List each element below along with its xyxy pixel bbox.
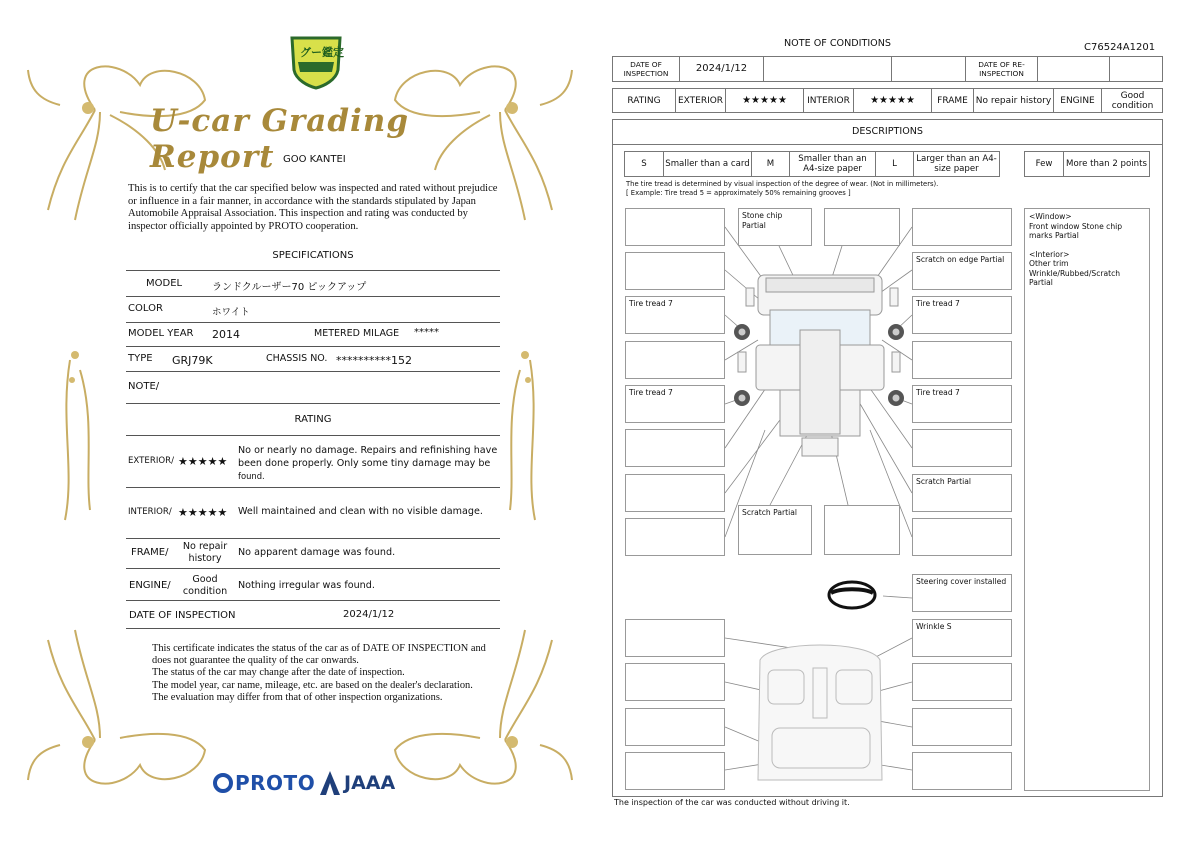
legend-l-description: Larger than an A4-size paper <box>913 152 999 176</box>
jaaa-logo <box>320 771 395 795</box>
legend-m: M <box>751 152 789 176</box>
interior-description: Well maintained and clean with no visible damage. <box>238 506 483 517</box>
divider <box>126 600 500 601</box>
engine-description: Nothing irregular was found. <box>238 580 375 591</box>
exterior-stars: ★★★★★ <box>178 455 228 468</box>
frame-label: FRAME/ <box>131 547 169 558</box>
date-of-inspection-label: DATE OF INSPECTION <box>623 60 669 78</box>
note-box <box>625 429 725 467</box>
proto-logo-text: PROTO <box>235 771 316 795</box>
legend-few-description: More than 2 points <box>1063 152 1149 176</box>
note-box <box>625 341 725 379</box>
proto-logo <box>213 771 315 795</box>
descriptions-title: DESCRIPTIONS <box>851 126 924 137</box>
legend-l: L <box>875 152 913 176</box>
interior-label: INTERIOR <box>803 89 853 112</box>
jaaa-logo-icon <box>320 771 340 795</box>
note-wrinkle: Wrinkle S <box>912 619 1012 657</box>
note-box <box>625 619 725 657</box>
note-tire-left-front: Tire tread 7 <box>625 296 725 334</box>
divider <box>126 270 500 271</box>
proto-logo-icon <box>213 773 233 793</box>
conditions-footer: The inspection of the car was conducted without driving it. <box>614 798 850 807</box>
engine-value: Good condition <box>1101 89 1163 112</box>
divider <box>126 403 500 404</box>
type-value: GRJ79K <box>172 354 213 367</box>
note-box <box>625 752 725 790</box>
note-box <box>912 208 1012 246</box>
legend-few: Few <box>1035 158 1053 169</box>
model-year-value: 2014 <box>212 328 240 341</box>
report-title: U-car Grading Report <box>150 103 410 175</box>
legend-m-description: Smaller than an A4-size paper <box>789 152 875 176</box>
interior-notes-text: Other trim Wrinkle/Rubbed/Scratch Partial <box>1029 259 1121 287</box>
metered-milage-value: ***** <box>414 327 439 338</box>
type-label: TYPE <box>128 353 153 364</box>
date-of-inspection-value: 2024/1/12 <box>679 57 763 81</box>
goo-kantei-badge: グー鑑定 <box>288 32 344 90</box>
date-of-inspection-label: DATE OF INSPECTION <box>129 610 236 621</box>
divider <box>126 538 500 539</box>
divider <box>126 487 500 488</box>
exterior-label: EXTERIOR/ <box>128 456 174 466</box>
note-stone-chip: Stone chip Partial <box>738 208 812 246</box>
report-subtitle: GOO KANTEI <box>283 154 346 165</box>
interior-stars: ★★★★★ <box>853 89 931 112</box>
metered-milage-label: METERED MILAGE <box>314 328 400 339</box>
engine-value: Good condition <box>182 574 228 597</box>
divider <box>126 371 500 372</box>
footer-line: The status of the car may change after the date of inspection. <box>152 667 405 679</box>
steering-wheel-icon <box>829 582 875 608</box>
note-box <box>824 208 900 246</box>
divider <box>126 296 500 297</box>
note-box <box>912 518 1012 556</box>
certificate-footer <box>152 643 492 704</box>
legend-s-description: Smaller than a card <box>663 152 751 176</box>
window-notes-title: <Window> <box>1029 212 1072 221</box>
exterior-description-text: No or nearly no damage. Repairs and refinishing have been done properly. Only some tiny damage may be <box>238 445 498 469</box>
tire-tread-note-example: [ Example: Tire tread 5 = approximately 50% remaining grooves ] <box>626 189 851 197</box>
interior-stars: ★★★★★ <box>178 506 228 519</box>
note-steering: Steering cover installed <box>912 574 1012 612</box>
note-box <box>912 663 1012 701</box>
exterior-stars: ★★★★★ <box>725 89 803 112</box>
exterior-label: EXTERIOR <box>675 89 725 112</box>
divider <box>126 346 500 347</box>
interior-label: INTERIOR/ <box>128 507 172 517</box>
model-value: ランドクルーザー70 ピックアップ <box>212 282 367 293</box>
frame-description: No apparent damage was found. <box>238 547 396 558</box>
frame-label: FRAME <box>931 89 973 112</box>
note-box <box>625 208 725 246</box>
note-tire-right-rear: Tire tread 7 <box>912 385 1012 423</box>
model-label: MODEL <box>146 278 183 289</box>
window-notes-text: Front window Stone chip marks Partial <box>1029 221 1123 240</box>
note-tire-right-front: Tire tread 7 <box>912 296 1012 334</box>
note-label: NOTE/ <box>128 381 160 392</box>
interior-notes-title: <Interior> <box>1029 249 1070 259</box>
note-of-conditions <box>600 0 1200 848</box>
exterior-description-end: found. <box>238 471 265 481</box>
certification-statement: This is to certify that the car specified below was inspected and rated without prejudice or influence in a fair manner, in accordance with the standards stipulated by Japan Automobile Appraisal Association. This inspection and rating was conducted by inspector officially appointed by PROTO cooperation. <box>128 183 498 232</box>
specifications-heading: SPECIFICATIONS <box>272 250 354 261</box>
divider <box>126 435 500 436</box>
model-year-label: MODEL YEAR <box>128 328 194 339</box>
date-of-inspection-value: 2024/1/12 <box>343 609 395 620</box>
document-code: C76524A1201 <box>1084 42 1156 53</box>
legend-s: S <box>641 158 647 169</box>
color-label: COLOR <box>128 303 163 314</box>
note-box <box>625 252 725 290</box>
note-tire-left-rear: Tire tread 7 <box>625 385 725 423</box>
date-of-reinspection-label: DATE OF RE-INSPECTION <box>965 57 1037 81</box>
engine-label: ENGINE/ <box>129 580 171 591</box>
note-box <box>625 663 725 701</box>
conditions-title: NOTE OF CONDITIONS <box>784 38 891 49</box>
divider <box>126 628 500 629</box>
rating-label: RATING <box>627 95 661 106</box>
divider <box>126 322 500 323</box>
side-notes-panel <box>1024 208 1150 791</box>
tire-tread-note-line: The tire tread is determined by visual inspection of the degree of wear. (Not in millimeters). <box>626 180 939 188</box>
note-box <box>912 708 1012 746</box>
color-value: ホワイト <box>212 307 250 318</box>
exterior-description <box>238 445 500 484</box>
note-box <box>824 505 900 555</box>
chassis-label: CHASSIS NO. <box>266 353 328 364</box>
chassis-value: **********152 <box>336 354 412 367</box>
footer-line: The model year, car name, mileage, etc. are based on the dealer's declaration. <box>152 679 473 691</box>
note-scratch-bottom: Scratch Partial <box>738 505 812 555</box>
frame-value: No repair history <box>182 541 228 564</box>
note-box <box>912 752 1012 790</box>
note-box <box>625 708 725 746</box>
note-box <box>912 429 1012 467</box>
frame-value: No repair history <box>973 89 1053 112</box>
engine-label: ENGINE <box>1053 89 1101 112</box>
footer-line: The evaluation may differ from that of other inspection organizations. <box>152 691 443 703</box>
note-scratch-right: Scratch Partial <box>912 474 1012 512</box>
note-box <box>625 474 725 512</box>
note-box <box>912 341 1012 379</box>
note-scratch-edge: Scratch on edge Partial <box>912 252 1012 290</box>
rating-heading: RATING <box>294 414 332 425</box>
footer-line: This certificate indicates the status of the car as of DATE OF INSPECTION and does not guarantee the quality of the car onwards. <box>152 643 486 667</box>
jaaa-logo-text: JAAA <box>344 772 396 794</box>
note-box <box>625 518 725 556</box>
divider <box>126 568 500 569</box>
